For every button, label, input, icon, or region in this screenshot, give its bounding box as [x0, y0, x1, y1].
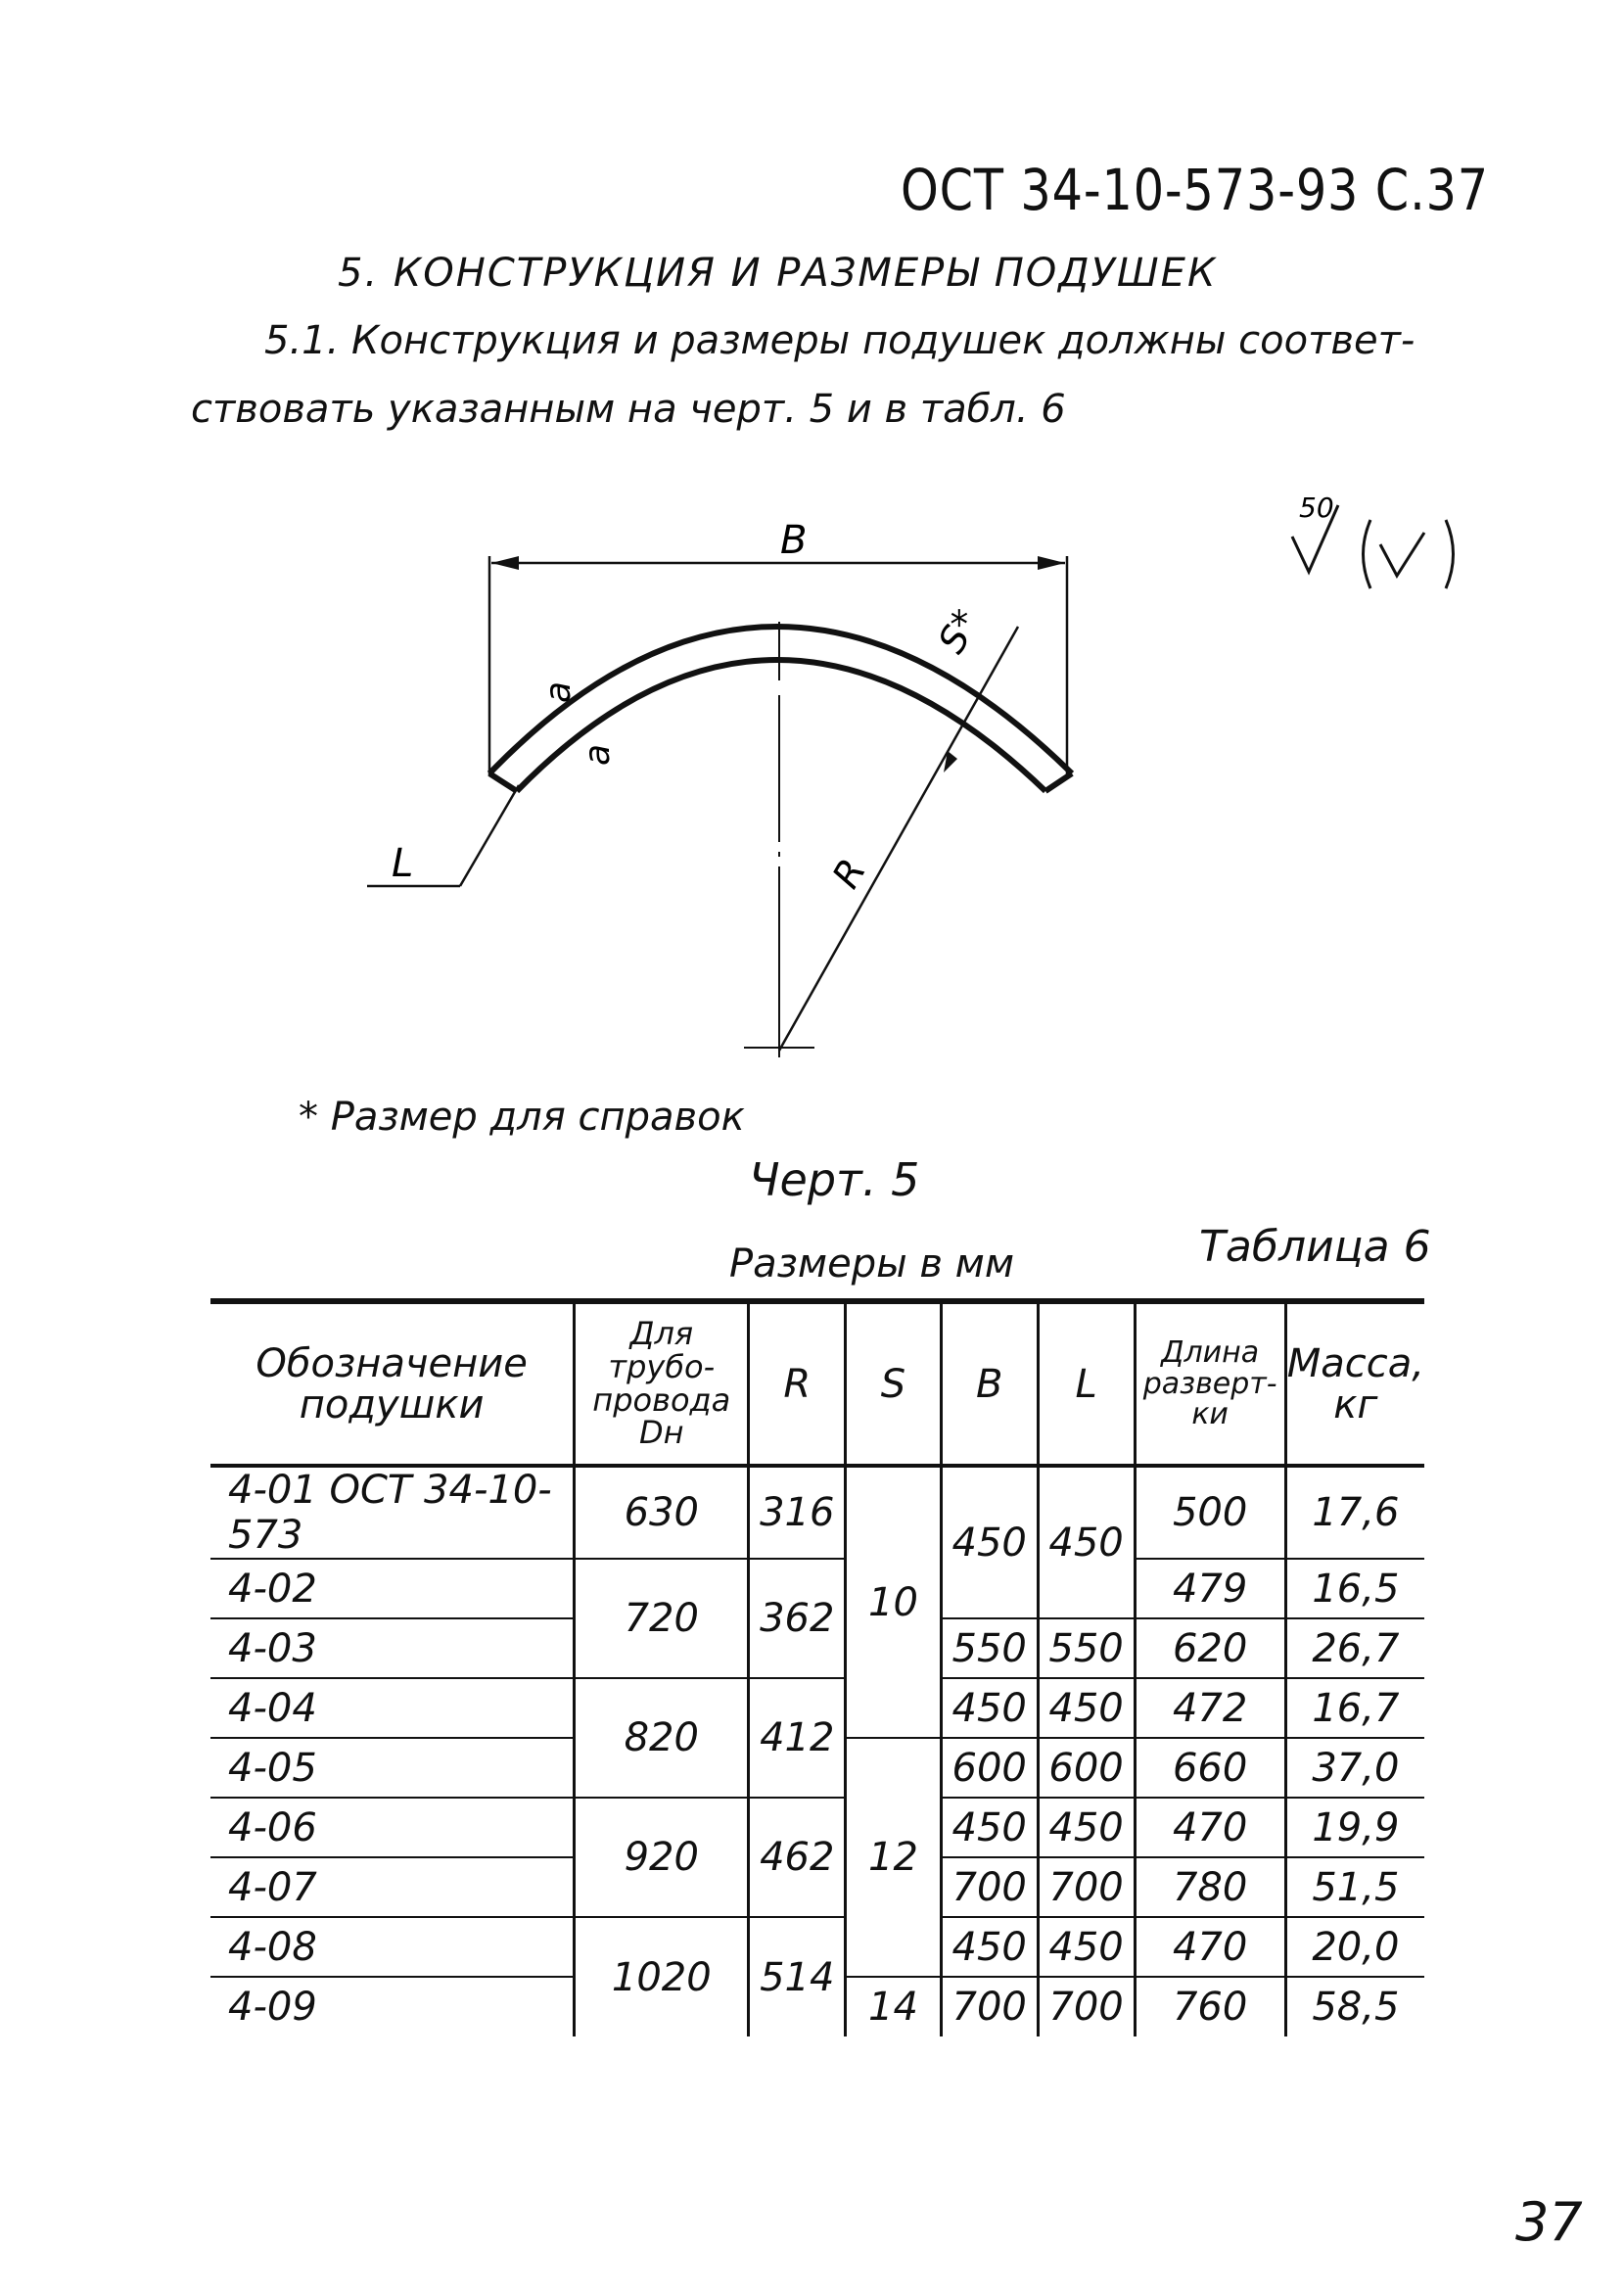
- cell-dn: 820: [575, 1678, 749, 1798]
- cell-mass: 51,5: [1285, 1857, 1424, 1917]
- table-row: [210, 1798, 1424, 1857]
- cell-length: 500: [1135, 1466, 1285, 1559]
- table-row: [210, 1678, 1424, 1738]
- paragraph-line-2: ствовать указанным на черт. 5 и в табл. 6: [191, 387, 1066, 432]
- cell-b: 450: [941, 1466, 1038, 1618]
- cell-designation: 4-03: [210, 1618, 575, 1678]
- cell-mass: 16,5: [1285, 1559, 1424, 1618]
- cell-mass: 58,5: [1285, 1977, 1424, 2036]
- header-s: S: [846, 1301, 942, 1466]
- cell-r: 514: [749, 1917, 846, 2036]
- cell-l: 450: [1038, 1798, 1135, 1857]
- cell-l: 450: [1038, 1917, 1135, 1977]
- cell-r: 316: [749, 1466, 846, 1559]
- cell-b: 700: [941, 1857, 1038, 1917]
- header-designation: Обозначение подушки: [210, 1301, 575, 1466]
- cell-mass: 19,9: [1285, 1798, 1424, 1857]
- header-b: B: [941, 1301, 1038, 1466]
- cell-designation: 4-04: [210, 1678, 575, 1738]
- cell-mass: 37,0: [1285, 1738, 1424, 1798]
- radius-label: R: [823, 851, 874, 896]
- cushion-drawing: [352, 509, 1116, 1097]
- cell-designation: 4-09: [210, 1977, 575, 2036]
- cell-dn: 1020: [575, 1917, 749, 2036]
- thickness-label: S*: [929, 602, 989, 661]
- cell-b: 600: [941, 1738, 1038, 1798]
- cell-dn: 920: [575, 1798, 749, 1917]
- cell-designation: 4-01 ОСТ 34-10-573: [210, 1466, 575, 1559]
- cell-length: 760: [1135, 1977, 1285, 2036]
- cell-l: 450: [1038, 1678, 1135, 1738]
- header-pipeline-dn: Для трубо- провода Dн: [575, 1301, 749, 1466]
- table-header-row: [210, 1301, 1424, 1466]
- header-l: L: [1038, 1301, 1135, 1466]
- cell-r: 412: [749, 1678, 846, 1798]
- cell-l: 700: [1038, 1857, 1135, 1917]
- dimension-b-label: B: [780, 518, 808, 563]
- page-number: 37: [1515, 2191, 1583, 2253]
- cell-length: 470: [1135, 1917, 1285, 1977]
- cell-b: 450: [941, 1917, 1038, 1977]
- cell-mass: 20,0: [1285, 1917, 1424, 1977]
- cell-designation: 4-06: [210, 1798, 575, 1857]
- cell-l: 450: [1038, 1466, 1135, 1618]
- cell-mass: 16,7: [1285, 1678, 1424, 1738]
- footnote: * Размер для справок: [299, 1095, 745, 1140]
- cell-designation: 4-07: [210, 1857, 575, 1917]
- cell-length: 470: [1135, 1798, 1285, 1857]
- cell-designation: 4-05: [210, 1738, 575, 1798]
- cell-b: 450: [941, 1678, 1038, 1738]
- cell-length: 620: [1135, 1618, 1285, 1678]
- cell-l: 700: [1038, 1977, 1135, 2036]
- table-row: [210, 1559, 1424, 1618]
- document-header: ОСТ 34-10-573-93 С.37: [901, 157, 1490, 223]
- section-title: 5. КОНСТРУКЦИЯ И РАЗМЕРЫ ПОДУШЕК: [338, 251, 1218, 296]
- cell-length: 479: [1135, 1559, 1285, 1618]
- header-r: R: [749, 1301, 846, 1466]
- cell-dn: 630: [575, 1466, 749, 1559]
- cell-designation: 4-02: [210, 1559, 575, 1618]
- cell-length: 472: [1135, 1678, 1285, 1738]
- roughness-value: 50: [1299, 491, 1334, 524]
- paragraph-line-1: 5.1. Конструкция и размеры подушек должны соответ-: [264, 318, 1415, 363]
- cell-mass: 17,6: [1285, 1466, 1424, 1559]
- cell-length: 660: [1135, 1738, 1285, 1798]
- section-mark-a-lower: a: [578, 743, 618, 766]
- cell-r: 462: [749, 1798, 846, 1917]
- units-caption: Размеры в мм: [729, 1241, 1015, 1287]
- surface-roughness-symbol: [1287, 486, 1483, 593]
- cell-dn: 720: [575, 1559, 749, 1678]
- cell-length: 780: [1135, 1857, 1285, 1917]
- cell-s: 12: [846, 1738, 942, 1977]
- header-mass: Масса, кг: [1285, 1301, 1424, 1466]
- cell-l: 550: [1038, 1618, 1135, 1678]
- cell-designation: 4-08: [210, 1917, 575, 1977]
- cell-mass: 26,7: [1285, 1618, 1424, 1678]
- cell-r: 362: [749, 1559, 846, 1678]
- cell-l: 600: [1038, 1738, 1135, 1798]
- leader-l-label: L: [392, 841, 414, 886]
- table-row: [210, 1917, 1424, 1977]
- table-caption: Таблица 6: [1199, 1222, 1431, 1272]
- header-developed-length: Длина разверт- ки: [1135, 1301, 1285, 1466]
- figure-caption: Черт. 5: [749, 1153, 920, 1206]
- cell-s: 10: [846, 1466, 942, 1738]
- cell-s: 14: [846, 1977, 942, 2036]
- cell-b: 450: [941, 1798, 1038, 1857]
- dimensions-table: [210, 1298, 1424, 2036]
- table-row: [210, 1466, 1424, 1559]
- roughness-check-icon-2: [1380, 533, 1424, 576]
- cell-b: 550: [941, 1618, 1038, 1678]
- section-mark-a-upper: a: [538, 680, 579, 703]
- cell-b: 700: [941, 1977, 1038, 2036]
